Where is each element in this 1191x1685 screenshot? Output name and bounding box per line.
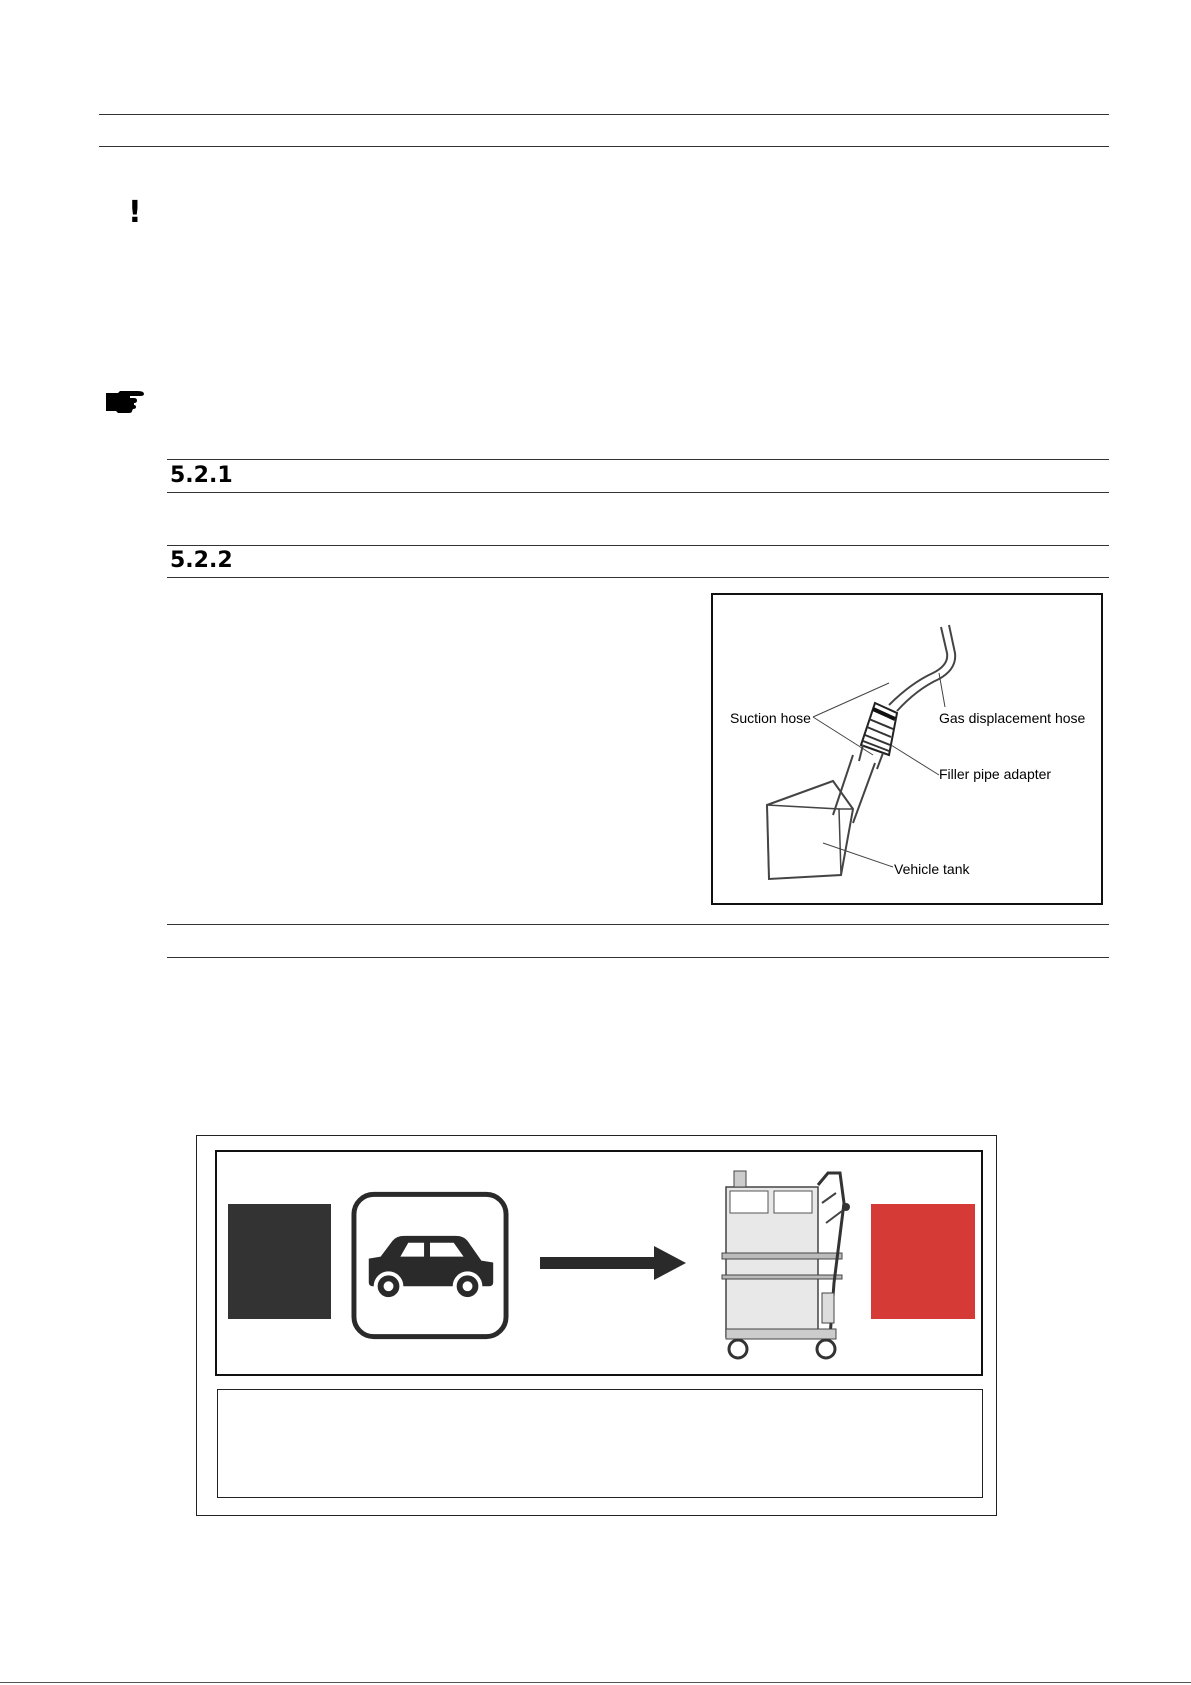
section-5-2-2-rule-bottom [167, 577, 1109, 578]
filler-pipe-adapter-shape [861, 703, 897, 755]
section-5-2-2-number: 5.2.2 [170, 548, 233, 573]
pointing-hand-icon [104, 385, 150, 415]
section-5-2-2-rule-top [167, 545, 1109, 546]
label-filler-pipe-adapter: Filler pipe adapter [939, 766, 1052, 782]
hose-diagram-drawing [713, 595, 1101, 903]
section-5-2-1-rule-bottom [167, 492, 1109, 493]
car-icon [351, 1191, 509, 1340]
procedure-text-panel [217, 1389, 983, 1498]
header-rule-bottom [99, 146, 1109, 147]
label-gas-displacement-hose: Gas displacement hose [939, 710, 1086, 726]
section-5-2-1-rule-top [167, 459, 1109, 460]
header-rule-top [99, 114, 1109, 115]
exclamation-icon: ! [128, 195, 142, 230]
arrow-right-icon [540, 1246, 686, 1280]
hose-diagram-figure [711, 593, 1103, 905]
section-rule-top [167, 924, 1109, 925]
label-vehicle-tank: Vehicle tank [894, 861, 970, 877]
label-suction-hose: Suction hose [730, 710, 811, 726]
tank-trolley-icon [718, 1163, 868, 1363]
section-rule-bottom [167, 957, 1109, 958]
section-5-2-1-number: 5.2.1 [170, 463, 233, 488]
left-color-block [228, 1204, 331, 1319]
page-bottom-rule [0, 1682, 1191, 1683]
right-color-block [871, 1204, 975, 1319]
